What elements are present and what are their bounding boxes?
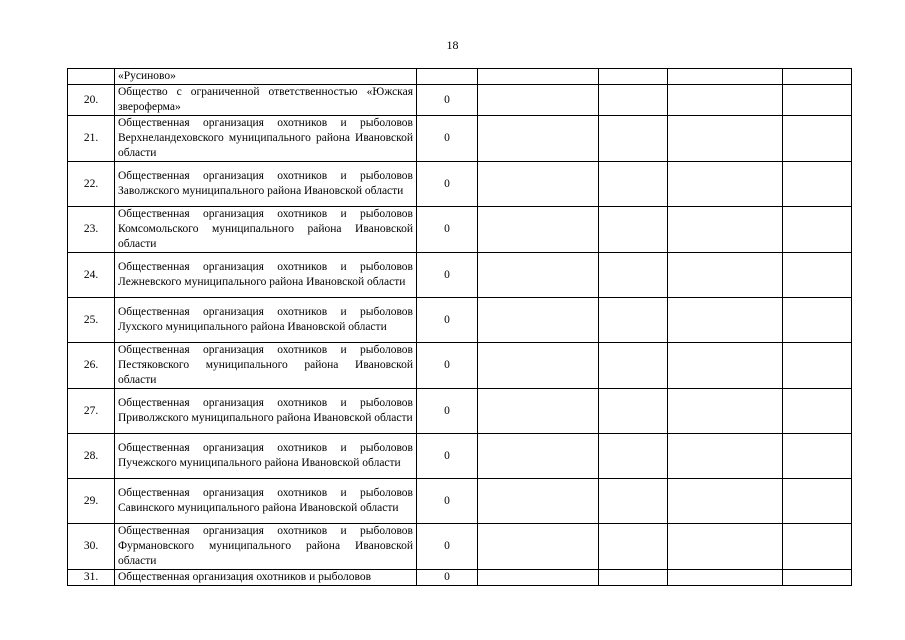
row-value: 0	[417, 570, 478, 586]
empty-cell	[599, 116, 668, 162]
empty-cell	[783, 570, 852, 586]
empty-cell	[668, 85, 783, 116]
empty-cell	[599, 207, 668, 253]
empty-cell	[668, 570, 783, 586]
empty-cell	[478, 389, 599, 434]
table-row	[68, 479, 852, 524]
row-value: 0	[417, 253, 478, 298]
row-number: 20.	[68, 85, 115, 116]
row-value: 0	[417, 389, 478, 434]
empty-cell	[599, 69, 668, 85]
empty-cell	[478, 343, 599, 389]
table-row	[68, 570, 852, 586]
organization-name: Общественная организация охотников и рыболовов Верхнеландеховского муниципального района Ивановской области	[115, 116, 417, 162]
row-value: 0	[417, 207, 478, 253]
empty-cell	[783, 116, 852, 162]
empty-cell	[668, 389, 783, 434]
row-number: 31.	[68, 570, 115, 586]
empty-cell	[783, 253, 852, 298]
row-number: 30.	[68, 524, 115, 570]
empty-cell	[599, 389, 668, 434]
empty-cell	[599, 85, 668, 116]
empty-cell	[668, 253, 783, 298]
organization-name: Общественная организация охотников и рыболовов Лежневского муниципального района Ивановской области	[115, 253, 417, 298]
organization-name: «Русиново»	[115, 69, 417, 85]
table-row	[68, 207, 852, 253]
table-row	[68, 389, 852, 434]
row-number: 27.	[68, 389, 115, 434]
empty-cell	[783, 434, 852, 479]
organization-name: Общественная организация охотников и рыболовов Пучежского муниципального района Ивановской области	[115, 434, 417, 479]
empty-cell	[783, 524, 852, 570]
page-number: 18	[446, 38, 459, 52]
empty-cell	[599, 298, 668, 343]
empty-cell	[478, 69, 599, 85]
row-value: 0	[417, 479, 478, 524]
table-row	[68, 524, 852, 570]
row-number: 21.	[68, 116, 115, 162]
empty-cell	[783, 389, 852, 434]
table-row	[68, 69, 852, 85]
row-value: 0	[417, 524, 478, 570]
row-value: 0	[417, 434, 478, 479]
empty-cell	[478, 298, 599, 343]
empty-cell	[478, 570, 599, 586]
empty-cell	[599, 524, 668, 570]
row-value	[417, 69, 478, 85]
empty-cell	[599, 479, 668, 524]
organization-name: Общественная организация охотников и рыболовов Лухского муниципального района Ивановской области	[115, 298, 417, 343]
table-row	[68, 343, 852, 389]
empty-cell	[668, 479, 783, 524]
row-number	[68, 69, 115, 85]
organization-name: Общественная организация охотников и рыболовов Заволжского муниципального района Ивановской области	[115, 162, 417, 207]
organization-name: Общественная организация охотников и рыболовов Комсомольского муниципального района Ивановской области	[115, 207, 417, 253]
table-row	[68, 253, 852, 298]
empty-cell	[783, 479, 852, 524]
organization-name: Общественная организация охотников и рыболовов Фурмановского муниципального района Ивановской области	[115, 524, 417, 570]
table-row	[68, 298, 852, 343]
row-value: 0	[417, 116, 478, 162]
empty-cell	[478, 85, 599, 116]
empty-cell	[783, 298, 852, 343]
empty-cell	[783, 69, 852, 85]
empty-cell	[668, 162, 783, 207]
row-number: 28.	[68, 434, 115, 479]
empty-cell	[668, 298, 783, 343]
table-body	[68, 69, 852, 586]
organization-name: Общественная организация охотников и рыболовов Савинского муниципального района Ивановской области	[115, 479, 417, 524]
empty-cell	[783, 85, 852, 116]
table-row	[68, 434, 852, 479]
organization-name: Общественная организация охотников и рыболовов Пестяковского муниципального района Ивановской области	[115, 343, 417, 389]
empty-cell	[478, 116, 599, 162]
empty-cell	[668, 116, 783, 162]
empty-cell	[668, 434, 783, 479]
row-number: 24.	[68, 253, 115, 298]
empty-cell	[599, 162, 668, 207]
empty-cell	[478, 434, 599, 479]
empty-cell	[478, 162, 599, 207]
organization-name: Общество с ограниченной ответственностью «Южская звероферма»	[115, 85, 417, 116]
empty-cell	[478, 253, 599, 298]
empty-cell	[599, 434, 668, 479]
empty-cell	[599, 253, 668, 298]
empty-cell	[478, 207, 599, 253]
table-row	[68, 85, 852, 116]
row-number: 26.	[68, 343, 115, 389]
table-row	[68, 116, 852, 162]
organization-name: Общественная организация охотников и рыболовов Приволжского муниципального района Ивановской области	[115, 389, 417, 434]
organization-name: Общественная организация охотников и рыболовов	[115, 570, 417, 586]
empty-cell	[783, 207, 852, 253]
row-number: 23.	[68, 207, 115, 253]
empty-cell	[599, 343, 668, 389]
row-value: 0	[417, 343, 478, 389]
empty-cell	[668, 343, 783, 389]
empty-cell	[668, 69, 783, 85]
empty-cell	[783, 343, 852, 389]
empty-cell	[599, 570, 668, 586]
empty-cell	[478, 479, 599, 524]
registry-table	[67, 68, 852, 586]
row-value: 0	[417, 162, 478, 207]
row-number: 22.	[68, 162, 115, 207]
empty-cell	[668, 524, 783, 570]
row-number: 29.	[68, 479, 115, 524]
row-number: 25.	[68, 298, 115, 343]
row-value: 0	[417, 298, 478, 343]
empty-cell	[783, 162, 852, 207]
row-value: 0	[417, 85, 478, 116]
empty-cell	[478, 524, 599, 570]
empty-cell	[668, 207, 783, 253]
table-row	[68, 162, 852, 207]
